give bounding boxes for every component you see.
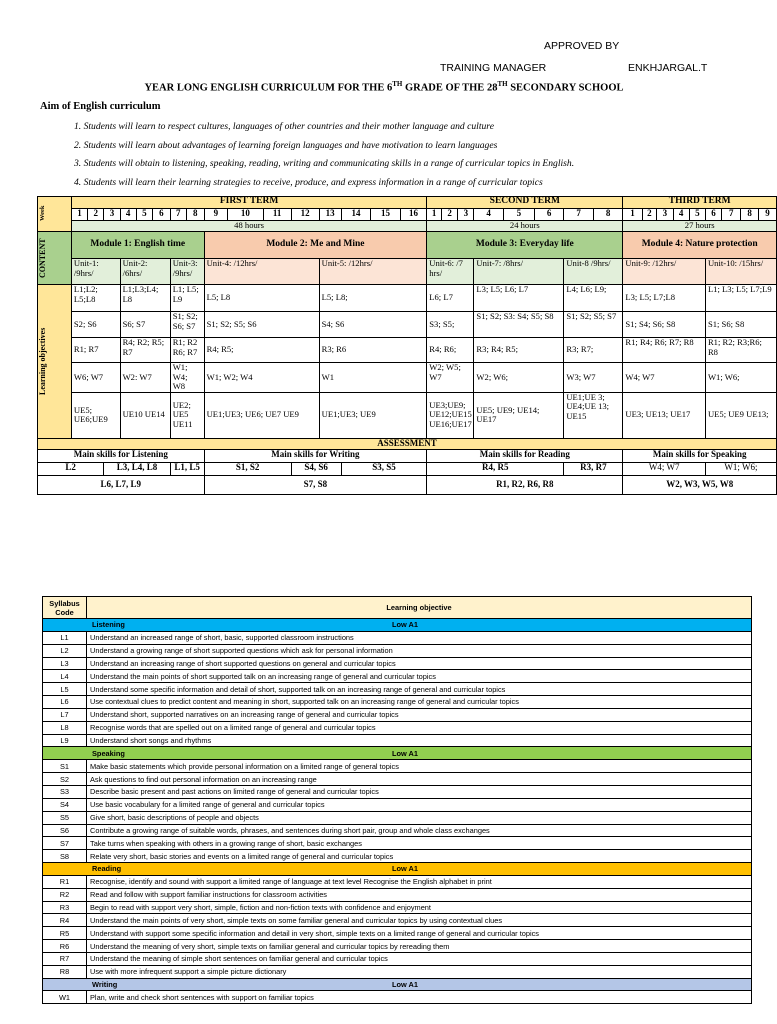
objective-cell: R3; R6	[319, 338, 427, 363]
objective-cell: W2; W5; W7	[427, 363, 474, 393]
objective-text: Use with more infrequent support a simple picture dictionary	[87, 965, 752, 978]
week-number: 4	[474, 209, 503, 221]
objective-cell: L3; L5; L6; L7	[474, 285, 564, 312]
skills-writing-title: Main skills for Writing	[204, 449, 427, 462]
week-number: 6	[153, 209, 171, 221]
objective-text: Take turns when speaking with others in a growing range of short, basic exchanges	[87, 837, 752, 850]
learning-objectives-label: Learning objectives	[38, 327, 47, 396]
aim-item: 1. Students will learn to respect cultures, languages of other countries and their mother language and culture	[74, 121, 494, 132]
hours-third-term: 27 hours	[623, 221, 777, 232]
objective-text: Understand an increased range of short, basic, supported classroom instructions	[87, 631, 752, 644]
table-row	[43, 952, 752, 965]
unit-cell: Unit-7: /8hrs/	[474, 259, 564, 285]
table-row	[43, 837, 752, 850]
objective-cell: S4; S6	[319, 312, 427, 338]
module-3: Module 3: Everyday life	[427, 232, 623, 259]
week-number: 3	[104, 209, 120, 221]
section-level: Low A1	[392, 980, 419, 990]
objective-cell: R4; R2; R5; R7	[120, 338, 170, 363]
week-number: 8	[186, 209, 204, 221]
syllabus-code: R4	[43, 914, 87, 927]
syllabus-code: R7	[43, 952, 87, 965]
table-row	[43, 875, 752, 888]
section-row	[43, 863, 752, 876]
objective-cell: S2; S6	[71, 312, 120, 338]
skills-group: R3, R7	[564, 462, 623, 475]
module-1: Module 1: English time	[71, 232, 204, 259]
week-number: 6	[705, 209, 721, 221]
module-4: Module 4: Nature protection	[623, 232, 777, 259]
objective-cell: UE3; UE13; UE17	[623, 392, 706, 438]
objective-text: Relate very short, basic stories and events on a limited range of general and curricular topics	[87, 850, 752, 863]
week-number: 1	[71, 209, 87, 221]
objective-text: Understand short songs and rhythms	[87, 734, 752, 747]
skills-group: L1, L5	[170, 462, 204, 475]
objective-text: Understand the meaning of very short, simple texts on familiar general and curricular topics by rereading them	[87, 940, 752, 953]
syllabus-code: S8	[43, 850, 87, 863]
objective-cell: L3; L5; L7;L8	[623, 285, 706, 312]
objective-cell: W2; W6;	[474, 363, 564, 393]
table-row	[43, 683, 752, 696]
syllabus-code: L4	[43, 670, 87, 683]
week-number: 15	[371, 209, 400, 221]
skills-reading-title: Main skills for Reading	[427, 449, 623, 462]
week-number: 1	[427, 209, 442, 221]
skills-total-reading: R1, R2, R6, R8	[427, 475, 623, 494]
hours-first-term: 48 hours	[71, 221, 426, 232]
objective-cell: R1; R7	[71, 338, 120, 363]
section-header	[43, 619, 752, 632]
objective-text: Understand a growing range of short supported questions which ask for personal information	[87, 644, 752, 657]
curriculum-table	[37, 196, 777, 495]
objective-text: Describe basic present and past actions on limited range of general and curricular topics	[87, 785, 752, 798]
aim-item: 3. Students will obtain to listening, speaking, reading, writing and communicating skills in a range of curricular topics in English.	[74, 158, 575, 170]
objective-cell: UE5; UE6;UE9	[71, 392, 120, 438]
table-row	[43, 811, 752, 824]
table-row	[43, 657, 752, 670]
unit-cell: Unit-6: /7 hrs/	[427, 259, 474, 285]
week-number: 7	[170, 209, 186, 221]
section-header	[43, 863, 752, 876]
week-number: 2	[441, 209, 457, 221]
syllabus-code: S7	[43, 837, 87, 850]
skills-group: L2	[38, 462, 104, 475]
skills-total-writing: S7, S8	[204, 475, 427, 494]
objective-text: Recognise words that are spelled out on a limited range of general and curricular topics	[87, 721, 752, 734]
week-number: 4	[673, 209, 689, 221]
table-row	[43, 644, 752, 657]
syllabus-code: R3	[43, 901, 87, 914]
objective-cell: R1; R2; R3;R6; R8	[705, 338, 776, 363]
week-number: 13	[319, 209, 341, 221]
objective-cell: W3; W7	[564, 363, 623, 393]
table-row	[43, 734, 752, 747]
table-row	[43, 721, 752, 734]
skills-listening-title: Main skills for Listening	[38, 449, 205, 462]
table-row	[43, 798, 752, 811]
syllabus-table	[42, 596, 752, 1004]
objective-text: Ask questions to find out personal information on an increasing range	[87, 773, 752, 786]
objective-text: Recognise, identify and sound with support a limited range of language at text level Recognise the English alphabet in print	[87, 875, 752, 888]
table-row	[43, 901, 752, 914]
objective-cell: R3; R4; R5;	[474, 338, 564, 363]
table-row	[43, 708, 752, 721]
week-number: 10	[228, 209, 263, 221]
skills-total-listening: L6, L7, L9	[38, 475, 205, 494]
training-manager-label: TRAINING MANAGER	[440, 62, 547, 74]
table-row	[43, 785, 752, 798]
week-number: 3	[657, 209, 673, 221]
objective-cell: UE3;UE9; UE12;UE15 UE16;UE17	[427, 392, 474, 438]
objective-text: Understand the meaning of simple short sentences on familiar general and curricular topics	[87, 952, 752, 965]
syllabus-code: S3	[43, 785, 87, 798]
objective-cell: S1; S6; S8	[705, 312, 776, 338]
objective-cell: UE1;UE3; UE6; UE7 UE9	[204, 392, 319, 438]
objective-cell: R1; R4; R6; R7; R8	[623, 338, 706, 363]
objective-text: Begin to read with support very short, simple, fiction and non-fiction texts with confidence and enjoyment	[87, 901, 752, 914]
objective-cell: L1;L2; L5;L8	[71, 285, 120, 312]
manager-name: ENKHJARGAL.T	[628, 62, 708, 74]
week-number: 2	[88, 209, 104, 221]
section-level: Low A1	[392, 864, 419, 874]
table-row	[43, 888, 752, 901]
section-header	[43, 978, 752, 991]
aim-heading: Aim of English curriculum	[40, 101, 161, 112]
table-row	[43, 914, 752, 927]
skills-group: S1, S2	[204, 462, 291, 475]
approved-by-label: APPROVED BY	[544, 40, 620, 52]
syllabus-code: W1	[43, 991, 87, 1004]
aim-list	[74, 121, 574, 195]
week-number: 9	[204, 209, 228, 221]
week-number: 7	[722, 209, 741, 221]
objective-cell: W6; W7	[71, 363, 120, 393]
week-number: 8	[741, 209, 759, 221]
syllabus-code: L3	[43, 657, 87, 670]
week-label: Week	[39, 205, 46, 221]
week-number: 1	[623, 209, 642, 221]
objective-cell: UE1;UE3; UE9	[319, 392, 427, 438]
week-number: 14	[341, 209, 370, 221]
section-name: Speaking	[92, 748, 125, 758]
learning-objective-header: Learning objective	[87, 597, 752, 619]
skills-group: L3, L4, L8	[104, 462, 170, 475]
objective-cell: W1; W4; W8	[170, 363, 204, 393]
unit-cell: Unit-4: /12hrs/	[204, 259, 319, 285]
aim-item: 2. Students will learn about advantages of learning foreign languages and have motivation to learn languages	[74, 139, 498, 151]
objective-cell: S1; S2; S3: S4; S5; S8	[474, 312, 564, 338]
unit-cell: Unit-3: /9hrs/	[170, 259, 204, 285]
objective-cell: W4; W7	[623, 363, 706, 393]
week-number: 11	[263, 209, 291, 221]
objective-cell: L5; L8	[204, 285, 319, 312]
skills-total-speaking: W2, W3, W5, W8	[623, 475, 777, 494]
table-row	[43, 850, 752, 863]
week-number: 9	[759, 209, 777, 221]
objective-text: Understand short, supported narratives on an increasing range of general and curricular topics	[87, 708, 752, 721]
syllabus-code: L6	[43, 696, 87, 709]
objective-cell: W2: W7	[120, 363, 170, 393]
syllabus-code: R6	[43, 940, 87, 953]
objective-cell: R4; R5;	[204, 338, 319, 363]
section-row	[43, 747, 752, 760]
syllabus-code: L8	[43, 721, 87, 734]
syllabus-code: L5	[43, 683, 87, 696]
objective-cell: S1; S4; S6; S8	[623, 312, 706, 338]
syllabus-code: S5	[43, 811, 87, 824]
syllabus-code: S1	[43, 760, 87, 773]
skills-speaking-title: Main skills for Speaking	[623, 449, 777, 462]
objective-cell: W1; W2; W4	[204, 363, 319, 393]
objective-text: Make basic statements which provide personal information on a limited range of general topics	[87, 760, 752, 773]
skills-group: S4, S6	[291, 462, 341, 475]
objective-cell: S1; S2; S6; S7	[170, 312, 204, 338]
skills-group: W4; W7	[623, 462, 706, 475]
unit-cell: Unit-5: /12hrs/	[319, 259, 427, 285]
week-number: 5	[503, 209, 534, 221]
syllabus-code-header: Syllabus Code	[43, 597, 87, 619]
objective-text: Understand with support some specific information and detail in very short, simple texts on a limited range of general and curricular topics	[87, 927, 752, 940]
table-row	[43, 965, 752, 978]
syllabus-code: L2	[43, 644, 87, 657]
objective-text: Give short, basic descriptions of people and objects	[87, 811, 752, 824]
objective-text: Understand the main points of very short, simple texts on some familiar general and curricular topics by using contextual clues	[87, 914, 752, 927]
syllabus-code: R2	[43, 888, 87, 901]
objective-text: Understand the main points of short supported talk on an increasing range of general and curricular topics	[87, 670, 752, 683]
objective-text: Read and follow with support familiar instructions for classroom activities	[87, 888, 752, 901]
hours-second-term: 24 hours	[427, 221, 623, 232]
unit-cell: Unit-10: /15hrs/	[705, 259, 776, 285]
section-name: Listening	[92, 620, 125, 630]
section-row	[43, 978, 752, 991]
skills-group: W1; W6;	[705, 462, 776, 475]
table-row	[43, 631, 752, 644]
table-row	[43, 927, 752, 940]
week-number: 12	[291, 209, 319, 221]
table-row	[43, 696, 752, 709]
objective-cell: S6; S7	[120, 312, 170, 338]
objective-cell: UE5; UE9 UE13;	[705, 392, 776, 438]
unit-cell: Unit-9: /12hrs/	[623, 259, 706, 285]
term-second: SECOND TERM	[427, 197, 623, 209]
syllabus-code: L7	[43, 708, 87, 721]
skills-group: R4, R5	[427, 462, 564, 475]
objective-cell: R1; R2 R6; R7	[170, 338, 204, 363]
objective-cell: S1; S2; S5; S6	[204, 312, 319, 338]
objective-text: Use contextual clues to predict content and meaning in short, supported talk on an increasing range of general and curricular topics	[87, 696, 752, 709]
objective-cell: UE2; UE5 UE11	[170, 392, 204, 438]
syllabus-code: S6	[43, 824, 87, 837]
unit-cell: Unit-8 /9hrs/	[564, 259, 623, 285]
week-number: 5	[689, 209, 705, 221]
table-row	[43, 760, 752, 773]
skills-group: S3, S5	[341, 462, 427, 475]
objective-text: Contribute a growing range of suitable words, phrases, and sentences during short pair, group and whole class exchanges	[87, 824, 752, 837]
assessment-label: ASSESSMENT	[38, 438, 777, 449]
syllabus-code: L1	[43, 631, 87, 644]
section-level: Low A1	[392, 620, 419, 630]
week-number: 16	[400, 209, 427, 221]
objective-cell: R4; R6;	[427, 338, 474, 363]
objective-cell: UE1;UE 3; UE4;UE 13; UE15	[564, 392, 623, 438]
week-number: 4	[120, 209, 136, 221]
week-number: 3	[458, 209, 474, 221]
syllabus-code: S4	[43, 798, 87, 811]
syllabus-code: R8	[43, 965, 87, 978]
section-name: Reading	[92, 864, 122, 874]
objective-cell: L4; L6; L9;	[564, 285, 623, 312]
document-title: YEAR LONG ENGLISH CURRICULUM FOR THE 6TH GRADE OF THE 28TH SECONDARY SCHOOL	[144, 80, 624, 94]
table-row	[43, 940, 752, 953]
module-2: Module 2: Me and Mine	[204, 232, 427, 259]
term-third: THIRD TERM	[623, 197, 777, 209]
syllabus-code: S2	[43, 773, 87, 786]
objective-cell: S1; S2; S5; S7	[564, 312, 623, 338]
table-row	[43, 670, 752, 683]
syllabus-code: R1	[43, 875, 87, 888]
week-number: 5	[136, 209, 152, 221]
term-first: FIRST TERM	[71, 197, 426, 209]
unit-cell: Unit-2: /6hrs/	[120, 259, 170, 285]
section-header	[43, 747, 752, 760]
week-number: 7	[564, 209, 593, 221]
objective-text: Understand an increasing range of short supported questions on general and curricular topics	[87, 657, 752, 670]
objective-cell: UE10 UE14	[120, 392, 170, 438]
content-label: CONTENT	[38, 238, 47, 278]
syllabus-code: L9	[43, 734, 87, 747]
objective-cell: L1;L3;L4; L8	[120, 285, 170, 312]
objective-text: Plan, write and check short sentences with support on familiar topics	[87, 991, 752, 1004]
objective-cell: L1; L5; L9	[170, 285, 204, 312]
week-number: 6	[534, 209, 563, 221]
objective-cell: L1; L3; L5; L7;L9	[705, 285, 776, 312]
objective-cell: R3; R7;	[564, 338, 623, 363]
objective-text: Use basic vocabulary for a limited range of general and curricular topics	[87, 798, 752, 811]
aim-item: 4. Students will learn their learning strategies to receive, produce, and express information in a range of curricular topics	[74, 176, 543, 188]
section-level: Low A1	[392, 748, 419, 758]
table-row	[43, 773, 752, 786]
unit-cell: Unit-1: /9hrs/	[71, 259, 120, 285]
week-number: 8	[593, 209, 623, 221]
objective-cell: W1; W6;	[705, 363, 776, 393]
objective-cell: L5; L8;	[319, 285, 427, 312]
syllabus-code: R5	[43, 927, 87, 940]
objective-cell: W1	[319, 363, 427, 393]
objective-cell: L6; L7	[427, 285, 474, 312]
section-row	[43, 619, 752, 632]
table-row	[43, 824, 752, 837]
objective-text: Understand some specific information and detail of short, supported talk on an increasing range of general and curricular topics	[87, 683, 752, 696]
section-name: Writing	[92, 980, 118, 990]
objective-cell: S3; S5;	[427, 312, 474, 338]
objective-cell: UE5; UE9; UE14; UE17	[474, 392, 564, 438]
week-number: 2	[642, 209, 657, 221]
table-row	[43, 991, 752, 1004]
